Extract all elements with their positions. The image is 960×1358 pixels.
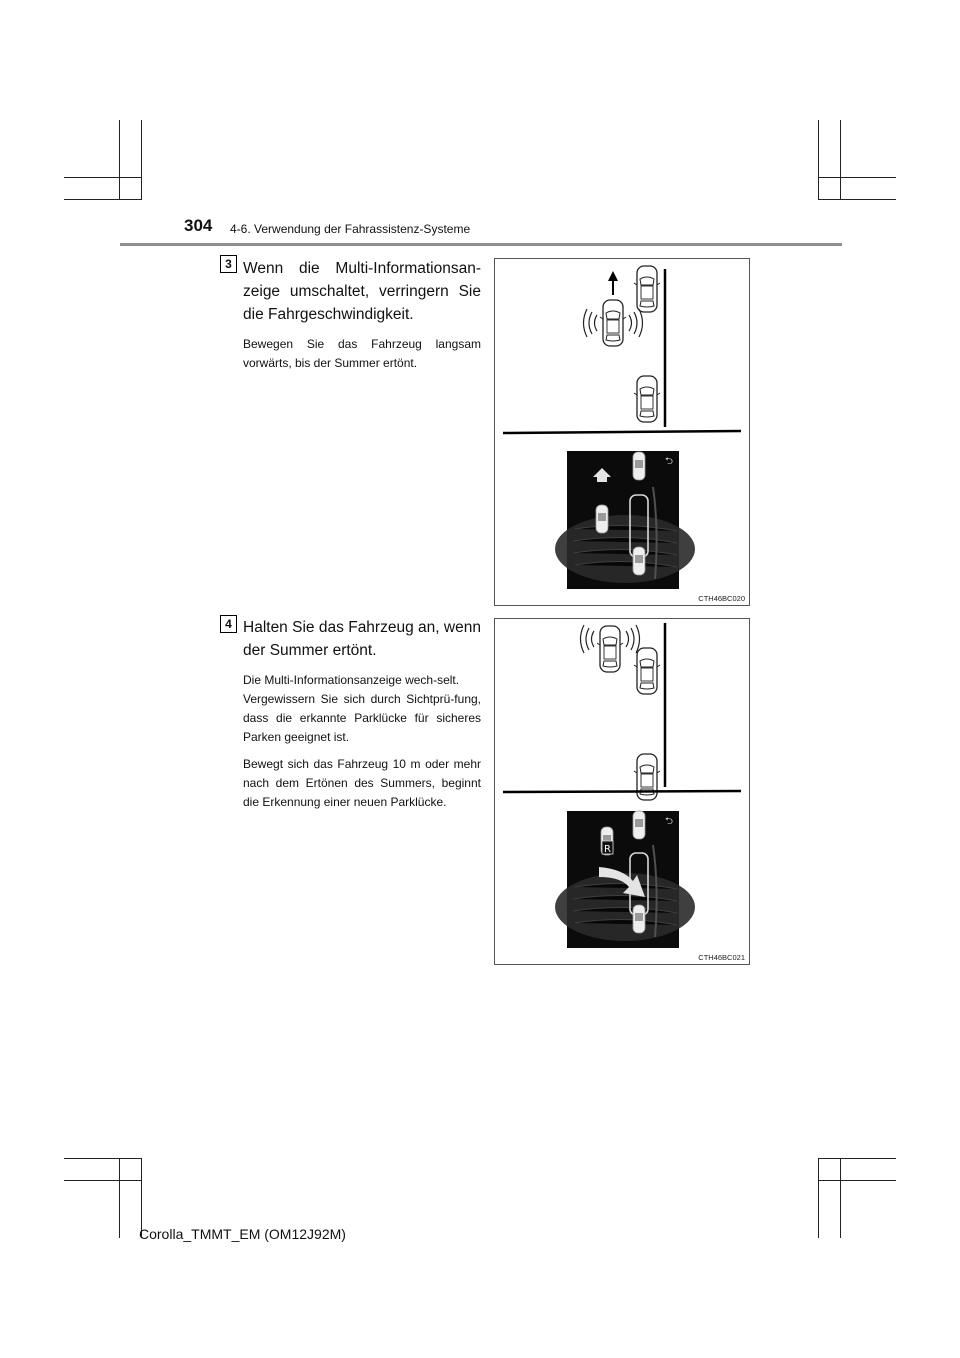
step-3-paragraph: Bewegen Sie das Fahrzeug langsam vorwärts, bis der Summer ertönt. (243, 337, 481, 370)
crop-mark (119, 1158, 120, 1238)
crop-mark (119, 120, 120, 200)
parking-stop-illustration (495, 619, 749, 964)
figure-parking-approach (494, 258, 750, 606)
crop-mark (818, 1158, 896, 1159)
return-icon: ⮌ (665, 456, 674, 467)
figure-code: CTH46BC021 (698, 953, 745, 962)
crop-mark (818, 1158, 819, 1238)
gear-reverse-indicator: R (604, 844, 611, 855)
step-4-paragraph: Vergewissern Sie sich durch Sichtprü-fung, dass die erkannte Parklücke für sicheres Parken geeignet ist. (243, 692, 481, 744)
step-4-paragraph: Die Multi-Informationsanzeige wech-selt. (243, 673, 460, 687)
step-number-3: 3 (220, 255, 237, 273)
crop-mark (840, 120, 841, 200)
crop-mark (818, 199, 896, 200)
step-4-text (243, 616, 481, 820)
crop-mark (64, 177, 142, 178)
step-3-heading: Wenn die Multi-Informationsan-zeige umschaltet, verringern Sie die Fahrgeschwindigkeit. (243, 260, 481, 323)
step-3-text (243, 257, 481, 381)
step-number-4: 4 (220, 615, 237, 633)
step-4-heading: Halten Sie das Fahrzeug an, wenn der Summer ertönt. (243, 619, 481, 659)
crop-mark (818, 177, 896, 178)
return-icon: ⮌ (665, 816, 674, 827)
crop-mark (64, 1158, 142, 1159)
crop-mark (818, 120, 819, 200)
figure-code: CTH46BC020 (698, 594, 745, 603)
crop-mark (840, 1158, 841, 1238)
header-rule (120, 243, 842, 246)
figure-parking-stop (494, 618, 750, 965)
section-title: 4-6. Verwendung der Fahrassistenz-Systeme (230, 222, 471, 236)
crop-mark (818, 1180, 896, 1181)
page-number: 304 (184, 216, 213, 235)
crop-mark (64, 199, 142, 200)
step-4-paragraph: Bewegt sich das Fahrzeug 10 m oder mehr nach dem Ertönen des Summers, beginnt die Erkennung einer neuen Parklücke. (243, 757, 481, 809)
crop-mark (141, 120, 142, 200)
crop-mark (64, 1180, 142, 1181)
footer-document-id: Corolla_TMMT_EM (OM12J92M) (139, 1226, 346, 1242)
parking-approach-illustration (495, 259, 749, 605)
